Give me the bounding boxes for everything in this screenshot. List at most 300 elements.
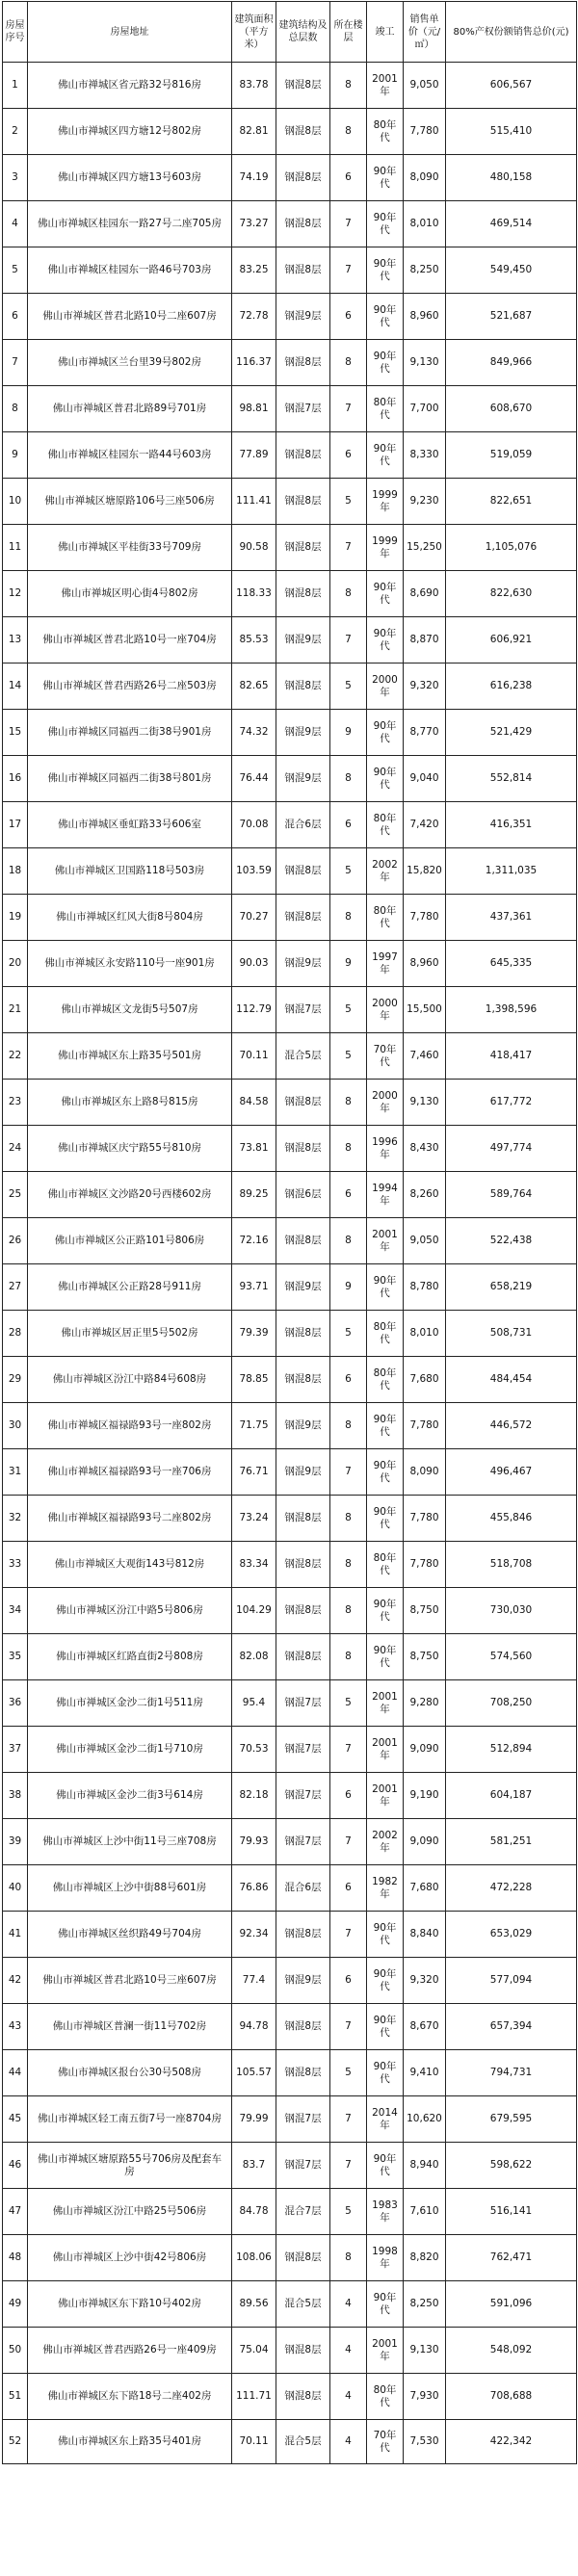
floor-area-cell: 70.08: [232, 802, 276, 848]
house-number-cell: 26: [3, 1218, 28, 1264]
floor-cell: 7: [330, 525, 367, 571]
unit-price-cell: 7,680: [404, 1865, 446, 1912]
house-number-cell: 5: [3, 247, 28, 294]
house-number-cell: 38: [3, 1773, 28, 1819]
floor-cell: 7: [330, 386, 367, 432]
house-number-cell: 9: [3, 432, 28, 479]
floor-cell: 4: [330, 2374, 367, 2420]
total-price-cell: 822,651: [446, 479, 577, 525]
table-row: [3, 848, 577, 895]
table-row: [3, 247, 577, 294]
completion-cell: 80年代: [367, 895, 404, 941]
floor-cell: 8: [330, 1218, 367, 1264]
address-cell: 佛山市禅城区桂园东一路46号703房: [28, 247, 232, 294]
table-header: [3, 2, 577, 63]
total-price-cell: 437,361: [446, 895, 577, 941]
structure-cell: 钢混8层: [276, 1912, 330, 1958]
completion-cell: 1996年: [367, 1126, 404, 1172]
completion-cell: 2000年: [367, 1080, 404, 1126]
unit-price-cell: 8,770: [404, 710, 446, 756]
completion-cell: 90年代: [367, 2143, 404, 2189]
address-cell: 佛山市禅城区居正里5号502房: [28, 1311, 232, 1357]
address-cell: 佛山市禅城区塘原路106号三座506房: [28, 479, 232, 525]
house-number-cell: 47: [3, 2189, 28, 2235]
unit-price-cell: 7,780: [404, 1542, 446, 1588]
completion-cell: 90年代: [367, 247, 404, 294]
unit-price-cell: 7,460: [404, 1033, 446, 1080]
completion-cell: 90年代: [367, 1449, 404, 1496]
unit-price-cell: 9,090: [404, 1727, 446, 1773]
structure-cell: 混合5层: [276, 1033, 330, 1080]
unit-price-cell: 9,320: [404, 664, 446, 710]
completion-cell: 70年代: [367, 2420, 404, 2464]
structure-cell: 钢混9层: [276, 710, 330, 756]
table-row: [3, 1172, 577, 1218]
floor-cell: 7: [330, 1912, 367, 1958]
floor-area-cell: 84.58: [232, 1080, 276, 1126]
address-cell: 佛山市禅城区同福西二街38号801房: [28, 756, 232, 802]
unit-price-cell: 8,010: [404, 1311, 446, 1357]
unit-price-cell: 7,420: [404, 802, 446, 848]
floor-cell: 6: [330, 1172, 367, 1218]
completion-cell: 1994年: [367, 1172, 404, 1218]
floor-area-cell: 77.4: [232, 1958, 276, 2004]
structure-cell: 钢混9层: [276, 756, 330, 802]
structure-cell: 钢混9层: [276, 941, 330, 987]
unit-price-cell: 7,680: [404, 1357, 446, 1403]
table-row: [3, 1819, 577, 1865]
house-number-cell: 33: [3, 1542, 28, 1588]
floor-cell: 6: [330, 1357, 367, 1403]
floor-area-cell: 73.27: [232, 201, 276, 247]
unit-price-cell: 9,190: [404, 1773, 446, 1819]
table-row: [3, 386, 577, 432]
table-row: [3, 109, 577, 155]
house-number-cell: 20: [3, 941, 28, 987]
unit-price-cell: 9,130: [404, 2328, 446, 2374]
completion-cell: 80年代: [367, 386, 404, 432]
total-price-cell: 496,467: [446, 1449, 577, 1496]
floor-area-cell: 70.27: [232, 895, 276, 941]
unit-price-cell: 9,130: [404, 340, 446, 386]
table-row: [3, 1680, 577, 1727]
total-price-cell: 794,731: [446, 2050, 577, 2096]
floor-cell: 6: [330, 1865, 367, 1912]
table-row: [3, 479, 577, 525]
floor-cell: 8: [330, 1403, 367, 1449]
structure-cell: 钢混8层: [276, 1588, 330, 1634]
total-price-cell: 591,096: [446, 2281, 577, 2328]
floor-cell: 9: [330, 1264, 367, 1311]
unit-price-cell: 9,130: [404, 1080, 446, 1126]
unit-price-cell: 7,780: [404, 1496, 446, 1542]
header-address: 房屋地址: [28, 2, 232, 63]
floor-area-cell: 93.71: [232, 1264, 276, 1311]
address-cell: 佛山市禅城区桂园东一路27号二座705房: [28, 201, 232, 247]
floor-cell: 7: [330, 2143, 367, 2189]
floor-area-cell: 85.53: [232, 617, 276, 664]
unit-price-cell: 8,960: [404, 294, 446, 340]
table-row: [3, 63, 577, 109]
address-cell: 佛山市禅城区卫国路118号503房: [28, 848, 232, 895]
unit-price-cell: 8,960: [404, 941, 446, 987]
completion-cell: 90年代: [367, 710, 404, 756]
floor-area-cell: 83.7: [232, 2143, 276, 2189]
house-number-cell: 23: [3, 1080, 28, 1126]
floor-area-cell: 98.81: [232, 386, 276, 432]
house-number-cell: 48: [3, 2235, 28, 2281]
total-price-cell: 518,708: [446, 1542, 577, 1588]
unit-price-cell: 8,670: [404, 2004, 446, 2050]
structure-cell: 钢混7层: [276, 1773, 330, 1819]
floor-area-cell: 72.16: [232, 1218, 276, 1264]
completion-cell: 1999年: [367, 479, 404, 525]
floor-cell: 9: [330, 941, 367, 987]
address-cell: 佛山市禅城区东上路35号401房: [28, 2420, 232, 2464]
structure-cell: 钢混8层: [276, 1080, 330, 1126]
table-row: [3, 571, 577, 617]
table-row: [3, 2235, 577, 2281]
address-cell: 佛山市禅城区桂园东一路44号603房: [28, 432, 232, 479]
floor-area-cell: 82.65: [232, 664, 276, 710]
address-cell: 佛山市禅城区金沙二街3号614房: [28, 1773, 232, 1819]
total-price-cell: 598,622: [446, 2143, 577, 2189]
structure-cell: 钢混8层: [276, 479, 330, 525]
table-row: [3, 941, 577, 987]
total-price-cell: 519,059: [446, 432, 577, 479]
floor-cell: 7: [330, 2004, 367, 2050]
total-price-cell: 577,094: [446, 1958, 577, 2004]
table-row: [3, 2050, 577, 2096]
floor-cell: 5: [330, 479, 367, 525]
total-price-cell: 581,251: [446, 1819, 577, 1865]
house-number-cell: 3: [3, 155, 28, 201]
structure-cell: 钢混8层: [276, 848, 330, 895]
unit-price-cell: 7,780: [404, 895, 446, 941]
structure-cell: 钢混7层: [276, 2096, 330, 2143]
house-number-cell: 40: [3, 1865, 28, 1912]
structure-cell: 混合7层: [276, 2189, 330, 2235]
total-price-cell: 469,514: [446, 201, 577, 247]
floor-area-cell: 70.11: [232, 2420, 276, 2464]
floor-area-cell: 104.29: [232, 1588, 276, 1634]
completion-cell: 2014年: [367, 2096, 404, 2143]
unit-price-cell: 8,690: [404, 571, 446, 617]
floor-cell: 8: [330, 571, 367, 617]
house-number-cell: 17: [3, 802, 28, 848]
total-price-cell: 608,670: [446, 386, 577, 432]
table-row: [3, 1126, 577, 1172]
unit-price-cell: 15,500: [404, 987, 446, 1033]
floor-cell: 7: [330, 2096, 367, 2143]
house-number-cell: 25: [3, 1172, 28, 1218]
completion-cell: 70年代: [367, 1033, 404, 1080]
unit-price-cell: 10,620: [404, 2096, 446, 2143]
address-cell: 佛山市禅城区汾江中路25号506房: [28, 2189, 232, 2235]
floor-area-cell: 76.86: [232, 1865, 276, 1912]
table-row: [3, 1727, 577, 1773]
floor-area-cell: 83.34: [232, 1542, 276, 1588]
address-cell: 佛山市禅城区同福西二街38号901房: [28, 710, 232, 756]
structure-cell: 钢混7层: [276, 1680, 330, 1727]
structure-cell: 钢混8层: [276, 525, 330, 571]
total-price-cell: 416,351: [446, 802, 577, 848]
house-number-cell: 41: [3, 1912, 28, 1958]
house-number-cell: 42: [3, 1958, 28, 2004]
table-row: [3, 2189, 577, 2235]
address-cell: 佛山市禅城区普澜一街11号702房: [28, 2004, 232, 2050]
total-price-cell: 653,029: [446, 1912, 577, 1958]
house-number-cell: 31: [3, 1449, 28, 1496]
completion-cell: 90年代: [367, 571, 404, 617]
structure-cell: 钢混9层: [276, 1958, 330, 2004]
structure-cell: 钢混8层: [276, 1496, 330, 1542]
floor-area-cell: 82.18: [232, 1773, 276, 1819]
table-row: [3, 1449, 577, 1496]
house-number-cell: 37: [3, 1727, 28, 1773]
total-price-cell: 521,429: [446, 710, 577, 756]
completion-cell: 90年代: [367, 294, 404, 340]
total-price-cell: 484,454: [446, 1357, 577, 1403]
house-number-cell: 29: [3, 1357, 28, 1403]
unit-price-cell: 9,050: [404, 1218, 446, 1264]
table-row: [3, 1311, 577, 1357]
header-floor: 所在楼层: [330, 2, 367, 63]
address-cell: 佛山市禅城区普君西路26号二座503房: [28, 664, 232, 710]
floor-area-cell: 95.4: [232, 1680, 276, 1727]
structure-cell: 钢混9层: [276, 1403, 330, 1449]
floor-area-cell: 74.19: [232, 155, 276, 201]
total-price-cell: 455,846: [446, 1496, 577, 1542]
structure-cell: 钢混8层: [276, 63, 330, 109]
structure-cell: 钢混8层: [276, 2374, 330, 2420]
structure-cell: 钢混8层: [276, 2235, 330, 2281]
floor-cell: 8: [330, 1588, 367, 1634]
total-price-cell: 516,141: [446, 2189, 577, 2235]
structure-cell: 混合6层: [276, 802, 330, 848]
unit-price-cell: 15,250: [404, 525, 446, 571]
completion-cell: 90年代: [367, 756, 404, 802]
property-sales-table: [2, 1, 577, 2464]
completion-cell: 1999年: [367, 525, 404, 571]
house-number-cell: 10: [3, 479, 28, 525]
floor-cell: 6: [330, 1773, 367, 1819]
completion-cell: 90年代: [367, 340, 404, 386]
house-number-cell: 7: [3, 340, 28, 386]
floor-cell: 8: [330, 1126, 367, 1172]
floor-area-cell: 92.34: [232, 1912, 276, 1958]
house-number-cell: 6: [3, 294, 28, 340]
total-price-cell: 515,410: [446, 109, 577, 155]
total-price-cell: 606,921: [446, 617, 577, 664]
completion-cell: 2001年: [367, 1773, 404, 1819]
unit-price-cell: 8,820: [404, 2235, 446, 2281]
address-cell: 佛山市禅城区公正路28号911房: [28, 1264, 232, 1311]
table-row: [3, 294, 577, 340]
header-structure: 建筑结构及总层数: [276, 2, 330, 63]
structure-cell: 混合5层: [276, 2281, 330, 2328]
address-cell: 佛山市禅城区公正路101号806房: [28, 1218, 232, 1264]
total-price-cell: 730,030: [446, 1588, 577, 1634]
table-row: [3, 1033, 577, 1080]
floor-cell: 6: [330, 155, 367, 201]
floor-cell: 8: [330, 1542, 367, 1588]
completion-cell: 2001年: [367, 2328, 404, 2374]
house-number-cell: 50: [3, 2328, 28, 2374]
table-row: [3, 2281, 577, 2328]
total-price-cell: 606,567: [446, 63, 577, 109]
unit-price-cell: 8,870: [404, 617, 446, 664]
floor-area-cell: 108.06: [232, 2235, 276, 2281]
floor-area-cell: 103.59: [232, 848, 276, 895]
house-number-cell: 15: [3, 710, 28, 756]
address-cell: 佛山市禅城区红路直街2号808房: [28, 1634, 232, 1680]
completion-cell: 90年代: [367, 1634, 404, 1680]
floor-area-cell: 105.57: [232, 2050, 276, 2096]
floor-cell: 4: [330, 2328, 367, 2374]
floor-cell: 7: [330, 201, 367, 247]
completion-cell: 90年代: [367, 1264, 404, 1311]
unit-price-cell: 9,090: [404, 1819, 446, 1865]
table-row: [3, 1357, 577, 1403]
total-price-cell: 422,342: [446, 2420, 577, 2464]
total-price-cell: 418,417: [446, 1033, 577, 1080]
floor-area-cell: 79.93: [232, 1819, 276, 1865]
address-cell: 佛山市禅城区东上路35号501房: [28, 1033, 232, 1080]
floor-cell: 5: [330, 1680, 367, 1727]
floor-area-cell: 76.71: [232, 1449, 276, 1496]
completion-cell: 90年代: [367, 1912, 404, 1958]
structure-cell: 钢混9层: [276, 617, 330, 664]
address-cell: 佛山市禅城区垂虹路33号606室: [28, 802, 232, 848]
completion-cell: 80年代: [367, 802, 404, 848]
floor-area-cell: 94.78: [232, 2004, 276, 2050]
floor-area-cell: 83.25: [232, 247, 276, 294]
floor-area-cell: 70.11: [232, 1033, 276, 1080]
floor-cell: 5: [330, 2050, 367, 2096]
table-row: [3, 895, 577, 941]
unit-price-cell: 8,250: [404, 247, 446, 294]
table-row: [3, 2374, 577, 2420]
floor-area-cell: 73.24: [232, 1496, 276, 1542]
unit-price-cell: 9,050: [404, 63, 446, 109]
structure-cell: 钢混8层: [276, 2004, 330, 2050]
table-row: [3, 1912, 577, 1958]
completion-cell: 2001年: [367, 1218, 404, 1264]
table-row: [3, 1264, 577, 1311]
floor-cell: 8: [330, 109, 367, 155]
address-cell: 佛山市禅城区丝织路49号704房: [28, 1912, 232, 1958]
house-number-cell: 44: [3, 2050, 28, 2096]
house-number-cell: 34: [3, 1588, 28, 1634]
unit-price-cell: 9,040: [404, 756, 446, 802]
house-number-cell: 4: [3, 201, 28, 247]
unit-price-cell: 8,840: [404, 1912, 446, 1958]
unit-price-cell: 7,780: [404, 109, 446, 155]
floor-area-cell: 79.39: [232, 1311, 276, 1357]
total-price-cell: 1,105,076: [446, 525, 577, 571]
completion-cell: 90年代: [367, 617, 404, 664]
total-price-cell: 1,398,596: [446, 987, 577, 1033]
floor-cell: 5: [330, 1033, 367, 1080]
table-row: [3, 1865, 577, 1912]
total-price-cell: 512,894: [446, 1727, 577, 1773]
completion-cell: 90年代: [367, 1496, 404, 1542]
address-cell: 佛山市禅城区四方塘12号802房: [28, 109, 232, 155]
address-cell: 佛山市禅城区汾江中路84号608房: [28, 1357, 232, 1403]
table-row: [3, 617, 577, 664]
floor-area-cell: 76.44: [232, 756, 276, 802]
address-cell: 佛山市禅城区永安路110号一座901房: [28, 941, 232, 987]
total-price-cell: 574,560: [446, 1634, 577, 1680]
header-floor-area: 建筑面积（平方米）: [232, 2, 276, 63]
completion-cell: 2002年: [367, 1819, 404, 1865]
total-price-cell: 679,595: [446, 2096, 577, 2143]
structure-cell: 钢混9层: [276, 1264, 330, 1311]
unit-price-cell: 8,430: [404, 1126, 446, 1172]
completion-cell: 1982年: [367, 1865, 404, 1912]
structure-cell: 钢混7层: [276, 386, 330, 432]
structure-cell: 钢混8层: [276, 155, 330, 201]
floor-cell: 8: [330, 1634, 367, 1680]
house-number-cell: 49: [3, 2281, 28, 2328]
structure-cell: 钢混8层: [276, 201, 330, 247]
unit-price-cell: 7,610: [404, 2189, 446, 2235]
unit-price-cell: 9,320: [404, 1958, 446, 2004]
structure-cell: 钢混8层: [276, 1357, 330, 1403]
unit-price-cell: 8,260: [404, 1172, 446, 1218]
table-row: [3, 802, 577, 848]
address-cell: 佛山市禅城区兰台里39号802房: [28, 340, 232, 386]
floor-cell: 4: [330, 2420, 367, 2464]
completion-cell: 90年代: [367, 201, 404, 247]
total-price-cell: 552,814: [446, 756, 577, 802]
total-price-cell: 762,471: [446, 2235, 577, 2281]
floor-cell: 8: [330, 63, 367, 109]
floor-cell: 8: [330, 1496, 367, 1542]
completion-cell: 2001年: [367, 1727, 404, 1773]
total-price-cell: 1,311,035: [446, 848, 577, 895]
completion-cell: 2000年: [367, 987, 404, 1033]
table-row: [3, 1958, 577, 2004]
address-cell: 佛山市禅城区报台公30号508房: [28, 2050, 232, 2096]
unit-price-cell: 9,410: [404, 2050, 446, 2096]
total-price-cell: 480,158: [446, 155, 577, 201]
floor-area-cell: 72.78: [232, 294, 276, 340]
address-cell: 佛山市禅城区文沙路20号西楼602房: [28, 1172, 232, 1218]
house-number-cell: 13: [3, 617, 28, 664]
address-cell: 佛山市禅城区轻工南五街7号一座8704房: [28, 2096, 232, 2143]
completion-cell: 80年代: [367, 1542, 404, 1588]
house-number-cell: 2: [3, 109, 28, 155]
floor-cell: 7: [330, 1449, 367, 1496]
structure-cell: 钢混7层: [276, 987, 330, 1033]
floor-area-cell: 70.53: [232, 1727, 276, 1773]
house-number-cell: 22: [3, 1033, 28, 1080]
table-row: [3, 340, 577, 386]
house-number-cell: 24: [3, 1126, 28, 1172]
address-cell: 佛山市禅城区文龙街5号507房: [28, 987, 232, 1033]
house-number-cell: 8: [3, 386, 28, 432]
structure-cell: 钢混9层: [276, 1449, 330, 1496]
floor-area-cell: 77.89: [232, 432, 276, 479]
unit-price-cell: 8,090: [404, 1449, 446, 1496]
structure-cell: 钢混8层: [276, 2328, 330, 2374]
house-number-cell: 28: [3, 1311, 28, 1357]
floor-cell: 7: [330, 1727, 367, 1773]
floor-area-cell: 112.79: [232, 987, 276, 1033]
address-cell: 佛山市禅城区金沙二街1号511房: [28, 1680, 232, 1727]
